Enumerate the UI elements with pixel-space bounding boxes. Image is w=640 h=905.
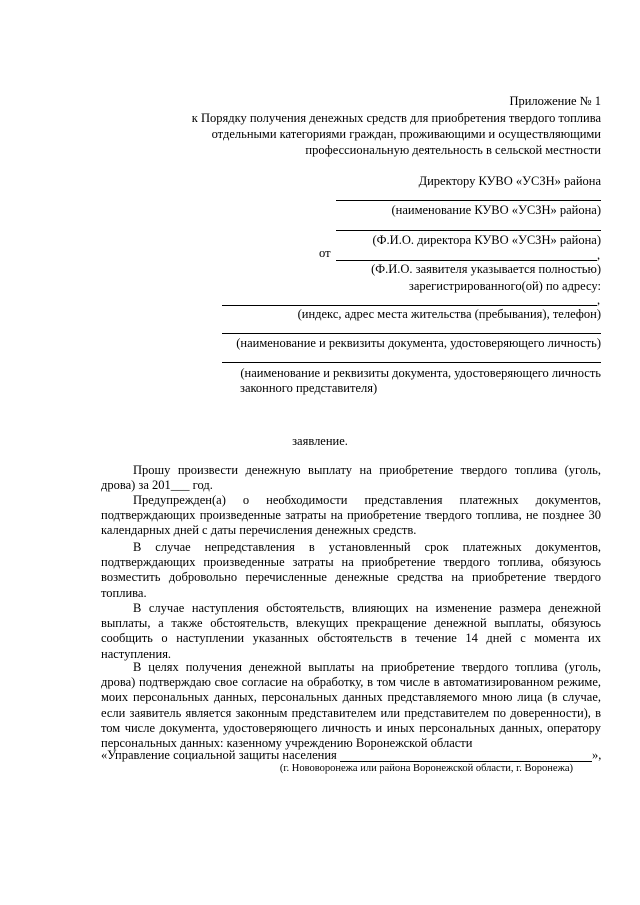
appendix-line-1: к Порядку получения денежных средств для приобретения твердого топлива xyxy=(191,111,601,125)
paragraph-5: В целях получения денежной выплаты на приобретение твердого топлива (уголь, дрова) подтверждаю свое согласие на обработку, в том числе в автоматизированном режиме, моих персональных данных, персональных данных представляемого мною лица (в случае, если заявитель является законным представителем или представителем по доверенности), в том числе документа, удостоверяющего личность и иных персональных данных, оператору персональных данных: казенному учреждению Воронежской области xyxy=(101,660,601,751)
org-name-field[interactable] xyxy=(336,200,601,201)
appendix-line-2: отдельными категориями граждан, проживающими и осуществляющими xyxy=(211,127,601,141)
address-field[interactable] xyxy=(222,305,597,306)
paragraph-1: Прошу произвести денежную выплату на приобретение твердого топлива (уголь, дрова) за 201___ год. xyxy=(101,463,601,493)
hint-representative-1: (наименование и реквизиты документа, удостоверяющего личность xyxy=(240,366,601,380)
from-label: от xyxy=(319,246,331,260)
paragraph-4: В случае наступления обстоятельств, влияющих на изменение размера денежной выплаты, а также обстоятельств, влекущих прекращение денежной выплаты, обязуюсь сообщить о наступлении указанных обстоятельств в течение 14 дней с момента их наступления. xyxy=(101,601,601,661)
document-field[interactable] xyxy=(222,333,601,334)
hint-applicant: (Ф.И.О. заявителя указывается полностью) xyxy=(371,262,601,276)
director-name-field[interactable] xyxy=(336,230,601,231)
appendix-title: Приложение № 1 xyxy=(509,94,601,108)
hint-director: (Ф.И.О. директора КУВО «УСЗН» района) xyxy=(372,233,601,247)
director-line: Директору КУВО «УСЗН» района xyxy=(418,174,601,188)
address-comma: , xyxy=(597,293,601,307)
paragraph-2: Предупрежден(а) о необходимости представления платежных документов, подтверждающих произведенные затраты на приобретение твердого топлива, не позднее 30 календарных дней с даты перечисления денежных средств. xyxy=(101,493,601,538)
closing-quote: », xyxy=(592,748,602,762)
hint-org: (наименование КУВО «УСЗН» района) xyxy=(391,203,601,217)
social-protection-label: «Управление социальной защиты населения xyxy=(101,748,337,762)
applicant-name-field[interactable] xyxy=(336,260,597,261)
hint-city: (г. Нововоронежа или района Воронежской области, г. Воронежа) xyxy=(279,763,573,774)
hint-document: (наименование и реквизиты документа, удостоверяющего личность) xyxy=(236,336,601,350)
representative-document-field[interactable] xyxy=(222,362,601,363)
hint-representative-2: законного представителя) xyxy=(240,381,378,395)
from-comma: , xyxy=(597,248,601,262)
hint-address: (индекс, адрес места жительства (пребывания), телефон) xyxy=(297,307,601,321)
department-field[interactable] xyxy=(340,761,592,762)
appendix-line-3: профессиональную деятельность в сельской местности xyxy=(305,143,601,157)
statement-heading: заявление. xyxy=(292,434,348,448)
paragraph-3: В случае непредставления в установленный срок платежных документов, подтверждающих произведенные затраты на приобретение твердого топлива, обязуюсь возместить добровольно перечисленные денежные средства на приобретение твердого топлива. xyxy=(101,540,601,600)
registered-label: зарегистрированного(ой) по адресу: xyxy=(408,279,601,293)
